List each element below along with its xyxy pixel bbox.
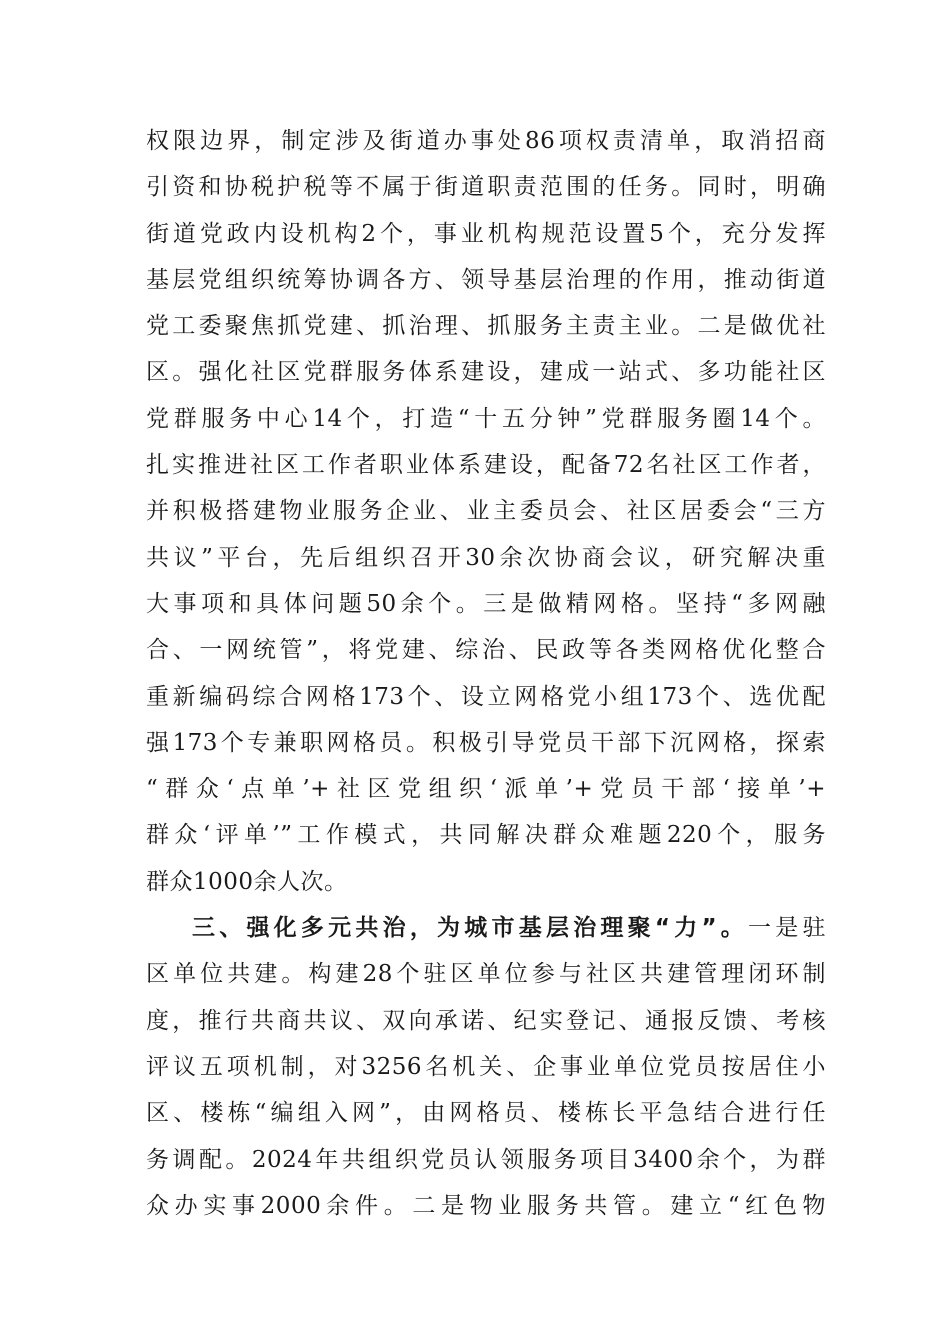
heading-tail: 一是驻 <box>748 915 827 942</box>
text-line: 大事项和具体问题50余个。三是做精网格。坚持“多网融 <box>146 590 826 617</box>
body-text <box>146 118 826 1229</box>
text-line: 党群服务中心14个，打造“十五分钟”党群服务圈14个。 <box>146 405 826 432</box>
section-heading: 三、强化多元共治，为城市基层治理聚“力”。 <box>192 915 749 942</box>
text-line: 扎实推进社区工作者职业体系建设，配备72名社区工作者， <box>146 452 826 479</box>
section-heading-line <box>146 905 826 951</box>
text-line: 评议五项机制，对3256名机关、企事业单位党员按居住小 <box>146 1053 826 1080</box>
text-line: 务调配。2024年共组织党员认领服务项目3400余个，为群 <box>146 1146 826 1173</box>
text-line: 并积极搭建物业服务企业、业主委员会、社区居委会“三方 <box>146 498 826 525</box>
text-line: 共议”平台，先后组织召开30余次协商会议，研究解决重 <box>146 544 826 571</box>
text-line: 引资和协税护税等不属于街道职责范围的任务。同时，明确 <box>146 174 826 201</box>
text-line: 区、楼栋“编组入网”，由网格员、楼栋长平急结合进行任 <box>146 1100 826 1127</box>
text-line: 群众1000余人次。 <box>146 868 348 895</box>
text-line: 区。强化社区党群服务体系建设，建成一站式、多功能社区 <box>146 359 826 386</box>
text-line: 基层党组织统筹协调各方、领导基层治理的作用，推动街道 <box>146 266 826 293</box>
text-line: 街道党政内设机构2个，事业机构规范设置5个，充分发挥 <box>146 220 826 247</box>
text-line: “群众‘点单’+社区党组织‘派单’+党员干部‘接单’+ <box>146 776 826 803</box>
text-line: 强173个专兼职网格员。积极引导党员干部下沉网格，探索 <box>146 729 826 756</box>
text-line: 合、一网统管”，将党建、综治、民政等各类网格优化整合 <box>146 637 826 664</box>
text-line: 群众‘评单’”工作模式，共同解决群众难题220个，服务 <box>146 822 826 849</box>
text-line: 众办实事2000余件。二是物业服务共管。建立“红色物 <box>146 1192 826 1219</box>
text-line: 党工委聚焦抓党建、抓治理、抓服务主责主业。二是做优社 <box>146 313 826 340</box>
text-line: 重新编码综合网格173个、设立网格党小组173个、选优配 <box>146 683 826 710</box>
text-line: 度，推行共商共议、双向承诺、纪实登记、通报反馈、考核 <box>146 1007 826 1034</box>
text-line: 权限边界，制定涉及街道办事处86项权责清单，取消招商 <box>146 128 826 154</box>
text-line: 区单位共建。构建28个驻区单位参与社区共建管理闭环制 <box>146 961 826 988</box>
